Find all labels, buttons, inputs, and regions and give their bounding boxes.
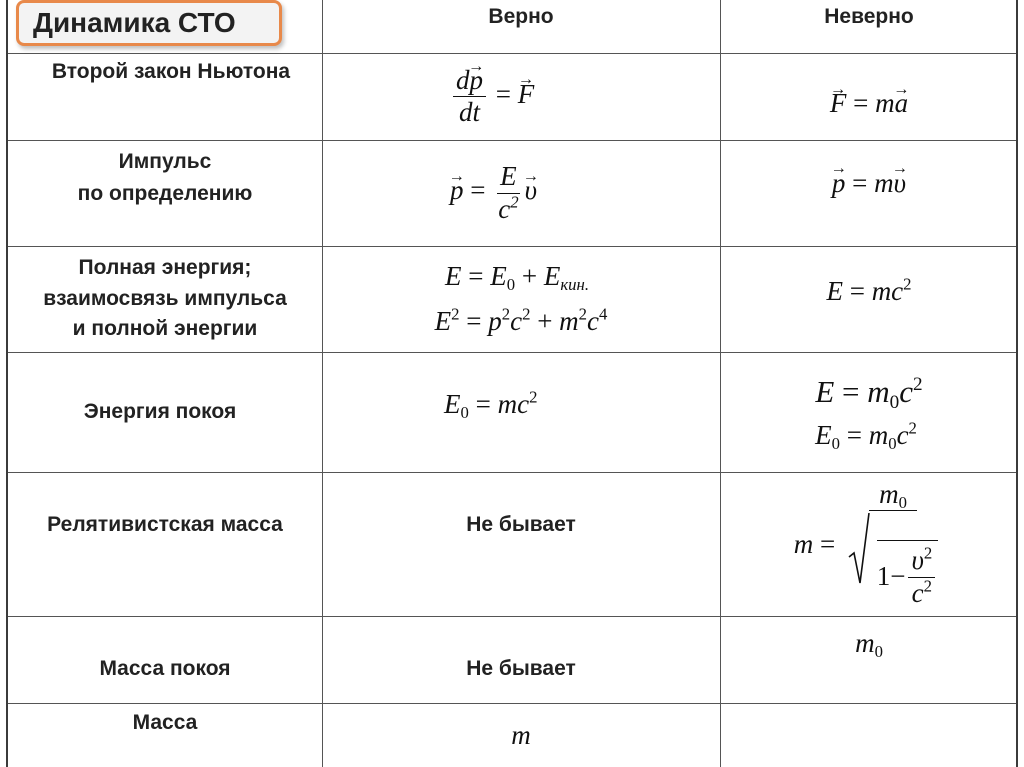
- row-label-text: Релятивистская масса: [47, 513, 283, 537]
- column-header-wrong-label: Неверно: [824, 5, 914, 29]
- row-label-text: Полная энергия;: [78, 256, 252, 280]
- formula: $E_0 = mc^2$: [444, 387, 538, 422]
- formula-newton-correct: [322, 53, 720, 140]
- column-header-correct: [322, 0, 720, 34]
- formula-rest-energy-wrong: [720, 352, 1018, 472]
- row-label-text: Второй закон Ньютона: [51, 60, 291, 83]
- row-label-text: Энергия покоя: [83, 400, 237, 424]
- cell-text: Не бывает: [466, 656, 576, 680]
- cell-rest-mass-correct: [322, 616, 720, 703]
- formula: → p = $\frac{E}{c^2}$ → υ: [450, 161, 537, 224]
- formula: → F = m→ a: [830, 88, 908, 119]
- sqrt-sign: [848, 513, 870, 585]
- cell-text: Не бывает: [466, 513, 576, 537]
- row-label-relativistic-mass: [8, 472, 322, 578]
- row-label-mass: [8, 703, 322, 743]
- formula-relativistic-mass-wrong: [720, 472, 1018, 616]
- row-label-text: взаимосвязь импульса: [43, 286, 287, 310]
- row-label-text: Масса покоя: [99, 656, 231, 680]
- formula-total-energy-wrong: [720, 246, 1018, 352]
- formula: $m_0$: [855, 628, 883, 662]
- formula: m = $m_0$ 1− $\frac{\upsilon^2}{c^2}$: [794, 479, 945, 608]
- cell-relativistic-mass-correct: [322, 472, 720, 578]
- formula: $E^2 = p^2c^2 + m^2c^4$: [434, 304, 608, 336]
- column-header-wrong: [720, 0, 1018, 34]
- table-frame: [6, 0, 1018, 767]
- row-label-text: и полной энергии: [72, 317, 258, 341]
- formula: $\frac{d\to p}{dt}$ = → F: [450, 65, 534, 128]
- column-header-correct-label: Верно: [488, 5, 554, 29]
- formula-rest-mass-wrong: [720, 616, 1018, 703]
- formula-total-energy-correct: [322, 246, 720, 352]
- row-label-text: Импульс: [118, 150, 212, 173]
- formula: $E = mc^2$: [826, 274, 912, 306]
- formula: $E_0 = m_0c^2$: [815, 418, 917, 453]
- row-label-rest-energy: [8, 352, 322, 472]
- row-label-rest-mass: [8, 616, 322, 703]
- formula: → p = m→ υ: [832, 168, 906, 199]
- row-label-text: Масса: [132, 711, 198, 735]
- row-label-momentum-definition: [8, 140, 322, 246]
- row-label-total-energy: [8, 246, 322, 352]
- formula: m: [511, 719, 531, 750]
- formula-mass-correct: [322, 703, 720, 767]
- formula: $E = m_0c^2$: [815, 373, 923, 413]
- formula: $E = E_0 + E_{кин.}$: [444, 261, 590, 295]
- formula-momentum-correct: [322, 140, 720, 246]
- row-label-text: по определению: [77, 181, 253, 205]
- page-title: Динамика СТО: [16, 0, 282, 46]
- row-label-newton-second-law: [8, 56, 322, 92]
- formula-rest-energy-correct: [322, 352, 720, 472]
- formula-newton-wrong: [720, 53, 1018, 140]
- formula-momentum-wrong: [720, 140, 1018, 246]
